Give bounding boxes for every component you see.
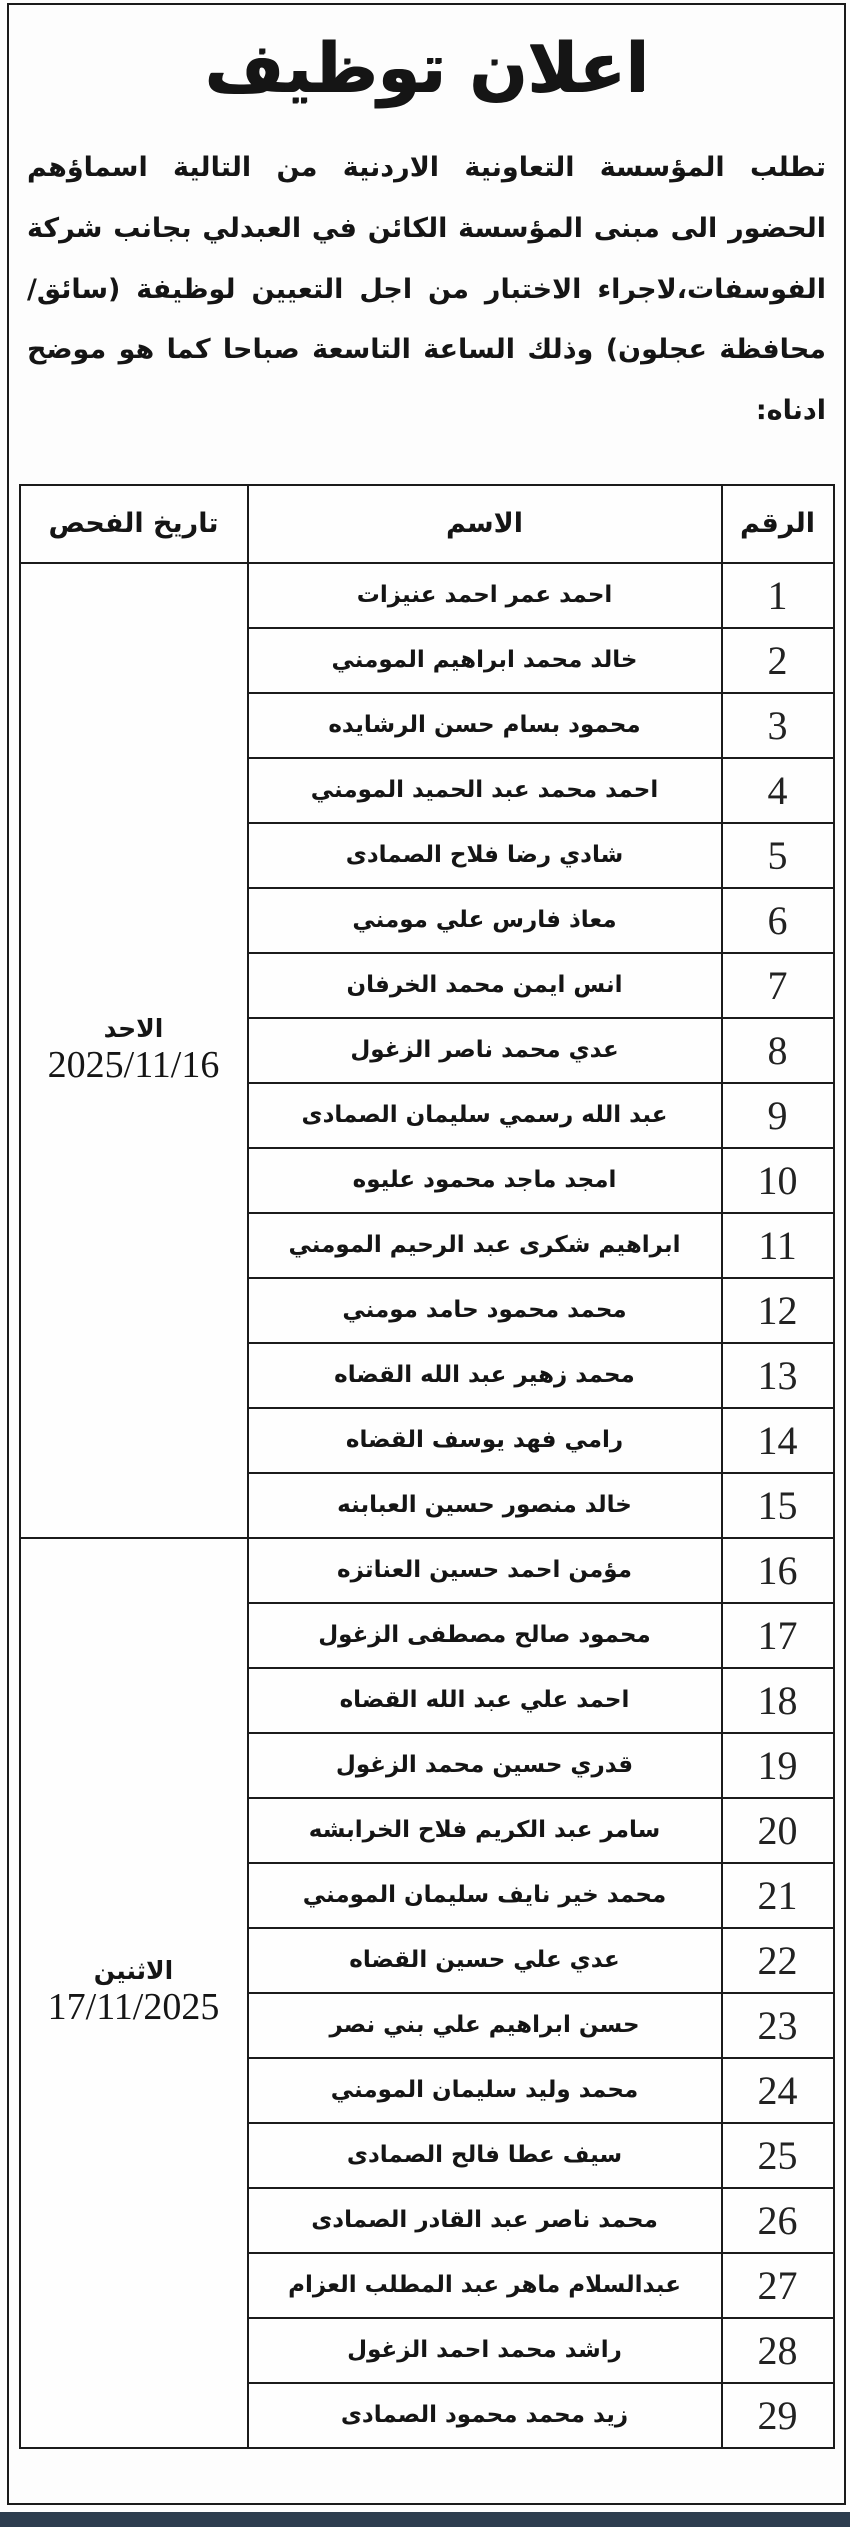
exam-date: 2025/11/16 bbox=[47, 1043, 220, 1086]
applicant-name: حسن ابراهيم علي بني نصر bbox=[248, 1993, 722, 2058]
footer-bar bbox=[0, 2512, 850, 2527]
col-header-exam-date: تاريخ الفحص bbox=[20, 485, 248, 563]
applicant-name: مؤمن احمد حسين العناتزه bbox=[248, 1538, 722, 1603]
row-number: 11 bbox=[722, 1213, 834, 1278]
exam-date: 17/11/2025 bbox=[47, 1986, 220, 2029]
row-number: 19 bbox=[722, 1733, 834, 1798]
applicant-name: شادي رضا فلاح الصمادى bbox=[248, 823, 722, 888]
exam-date-cell bbox=[20, 1538, 248, 2448]
row-number: 15 bbox=[722, 1473, 834, 1538]
table-body bbox=[20, 563, 834, 2448]
row-number: 2 bbox=[722, 628, 834, 693]
row-number: 9 bbox=[722, 1083, 834, 1148]
row-number: 7 bbox=[722, 953, 834, 1018]
exam-day: الاثنين bbox=[93, 1956, 174, 1986]
row-number: 25 bbox=[722, 2123, 834, 2188]
applicant-name: محمد محمود حامد مومني bbox=[248, 1278, 722, 1343]
applicant-name: خالد محمد ابراهيم المومني bbox=[248, 628, 722, 693]
applicant-name: خالد منصور حسين العبابنه bbox=[248, 1473, 722, 1538]
row-number: 20 bbox=[722, 1798, 834, 1863]
row-number: 18 bbox=[722, 1668, 834, 1733]
row-number: 23 bbox=[722, 1993, 834, 2058]
row-number: 8 bbox=[722, 1018, 834, 1083]
exam-day: الاحد bbox=[103, 1013, 164, 1043]
applicant-name: محمد زهير عبد الله القضاه bbox=[248, 1343, 722, 1408]
applicant-name: قدري حسين محمد الزغول bbox=[248, 1733, 722, 1798]
table-header-row bbox=[20, 485, 834, 563]
row-number: 16 bbox=[722, 1538, 834, 1603]
applicant-name: احمد محمد عبد الحميد المومني bbox=[248, 758, 722, 823]
document-frame bbox=[7, 3, 846, 2505]
row-number: 13 bbox=[722, 1343, 834, 1408]
applicant-name: محمود بسام حسن الرشايده bbox=[248, 693, 722, 758]
applicant-name: عبد الله رسمي سليمان الصمادى bbox=[248, 1083, 722, 1148]
row-number: 21 bbox=[722, 1863, 834, 1928]
applicant-name: محمود صالح مصطفى الزغول bbox=[248, 1603, 722, 1668]
row-number: 5 bbox=[722, 823, 834, 888]
row-number: 1 bbox=[722, 563, 834, 628]
exam-date-cell bbox=[20, 563, 248, 1538]
applicant-name: زيد محمد محمود الصمادى bbox=[248, 2383, 722, 2448]
row-number: 29 bbox=[722, 2383, 834, 2448]
row-number: 27 bbox=[722, 2253, 834, 2318]
applicant-name: عدي علي حسين القضاه bbox=[248, 1928, 722, 1993]
row-number: 12 bbox=[722, 1278, 834, 1343]
applicant-name: معاذ فارس علي مومني bbox=[248, 888, 722, 953]
applicant-name: عبدالسلام ماهر عبد المطلب العزام bbox=[248, 2253, 722, 2318]
row-number: 26 bbox=[722, 2188, 834, 2253]
applicant-name: محمد وليد سليمان المومني bbox=[248, 2058, 722, 2123]
row-number: 10 bbox=[722, 1148, 834, 1213]
table-row bbox=[20, 563, 834, 628]
applicant-name: احمد عمر احمد عنيزات bbox=[248, 563, 722, 628]
row-number: 4 bbox=[722, 758, 834, 823]
page-title: اعلان توظيف bbox=[204, 29, 649, 108]
table-row bbox=[20, 1538, 834, 1603]
row-number: 22 bbox=[722, 1928, 834, 1993]
col-header-name: الاسم bbox=[248, 485, 722, 563]
table-header bbox=[20, 485, 834, 563]
applicant-name: احمد علي عبد الله القضاه bbox=[248, 1668, 722, 1733]
row-number: 6 bbox=[722, 888, 834, 953]
row-number: 24 bbox=[722, 2058, 834, 2123]
applicant-name: عدي محمد ناصر الزغول bbox=[248, 1018, 722, 1083]
applicant-name: ابراهيم شكرى عبد الرحيم المومني bbox=[248, 1213, 722, 1278]
applicant-name: امجد ماجد محمود عليوه bbox=[248, 1148, 722, 1213]
applicant-name: انس ايمن محمد الخرفان bbox=[248, 953, 722, 1018]
applicants-table bbox=[19, 484, 835, 2449]
applicant-name: سيف عطا فالح الصمادى bbox=[248, 2123, 722, 2188]
row-number: 3 bbox=[722, 693, 834, 758]
row-number: 28 bbox=[722, 2318, 834, 2383]
applicant-name: سامر عبد الكريم فلاح الخرابشه bbox=[248, 1798, 722, 1863]
col-header-number: الرقم bbox=[722, 485, 834, 563]
applicant-name: رامي فهد يوسف القضاه bbox=[248, 1408, 722, 1473]
applicant-name: محمد خير نايف سليمان المومني bbox=[248, 1863, 722, 1928]
applicant-name: راشد محمد احمد الزغول bbox=[248, 2318, 722, 2383]
row-number: 14 bbox=[722, 1408, 834, 1473]
applicant-name: محمد ناصر عبد القادر الصمادى bbox=[248, 2188, 722, 2253]
intro-paragraph: تطلب المؤسسة التعاونية الاردنية من التالية اسماؤهم الحضور الى مبنى المؤسسة الكائن في العبدلي بجانب شركة الفوسفات،لاجراء الاختبار من اجل التعيين لوظيفة (سائق/محافظة عجلون) وذلك الساعة التاسعة صباحا كما هو موضح ادناه: bbox=[27, 152, 826, 426]
row-number: 17 bbox=[722, 1603, 834, 1668]
